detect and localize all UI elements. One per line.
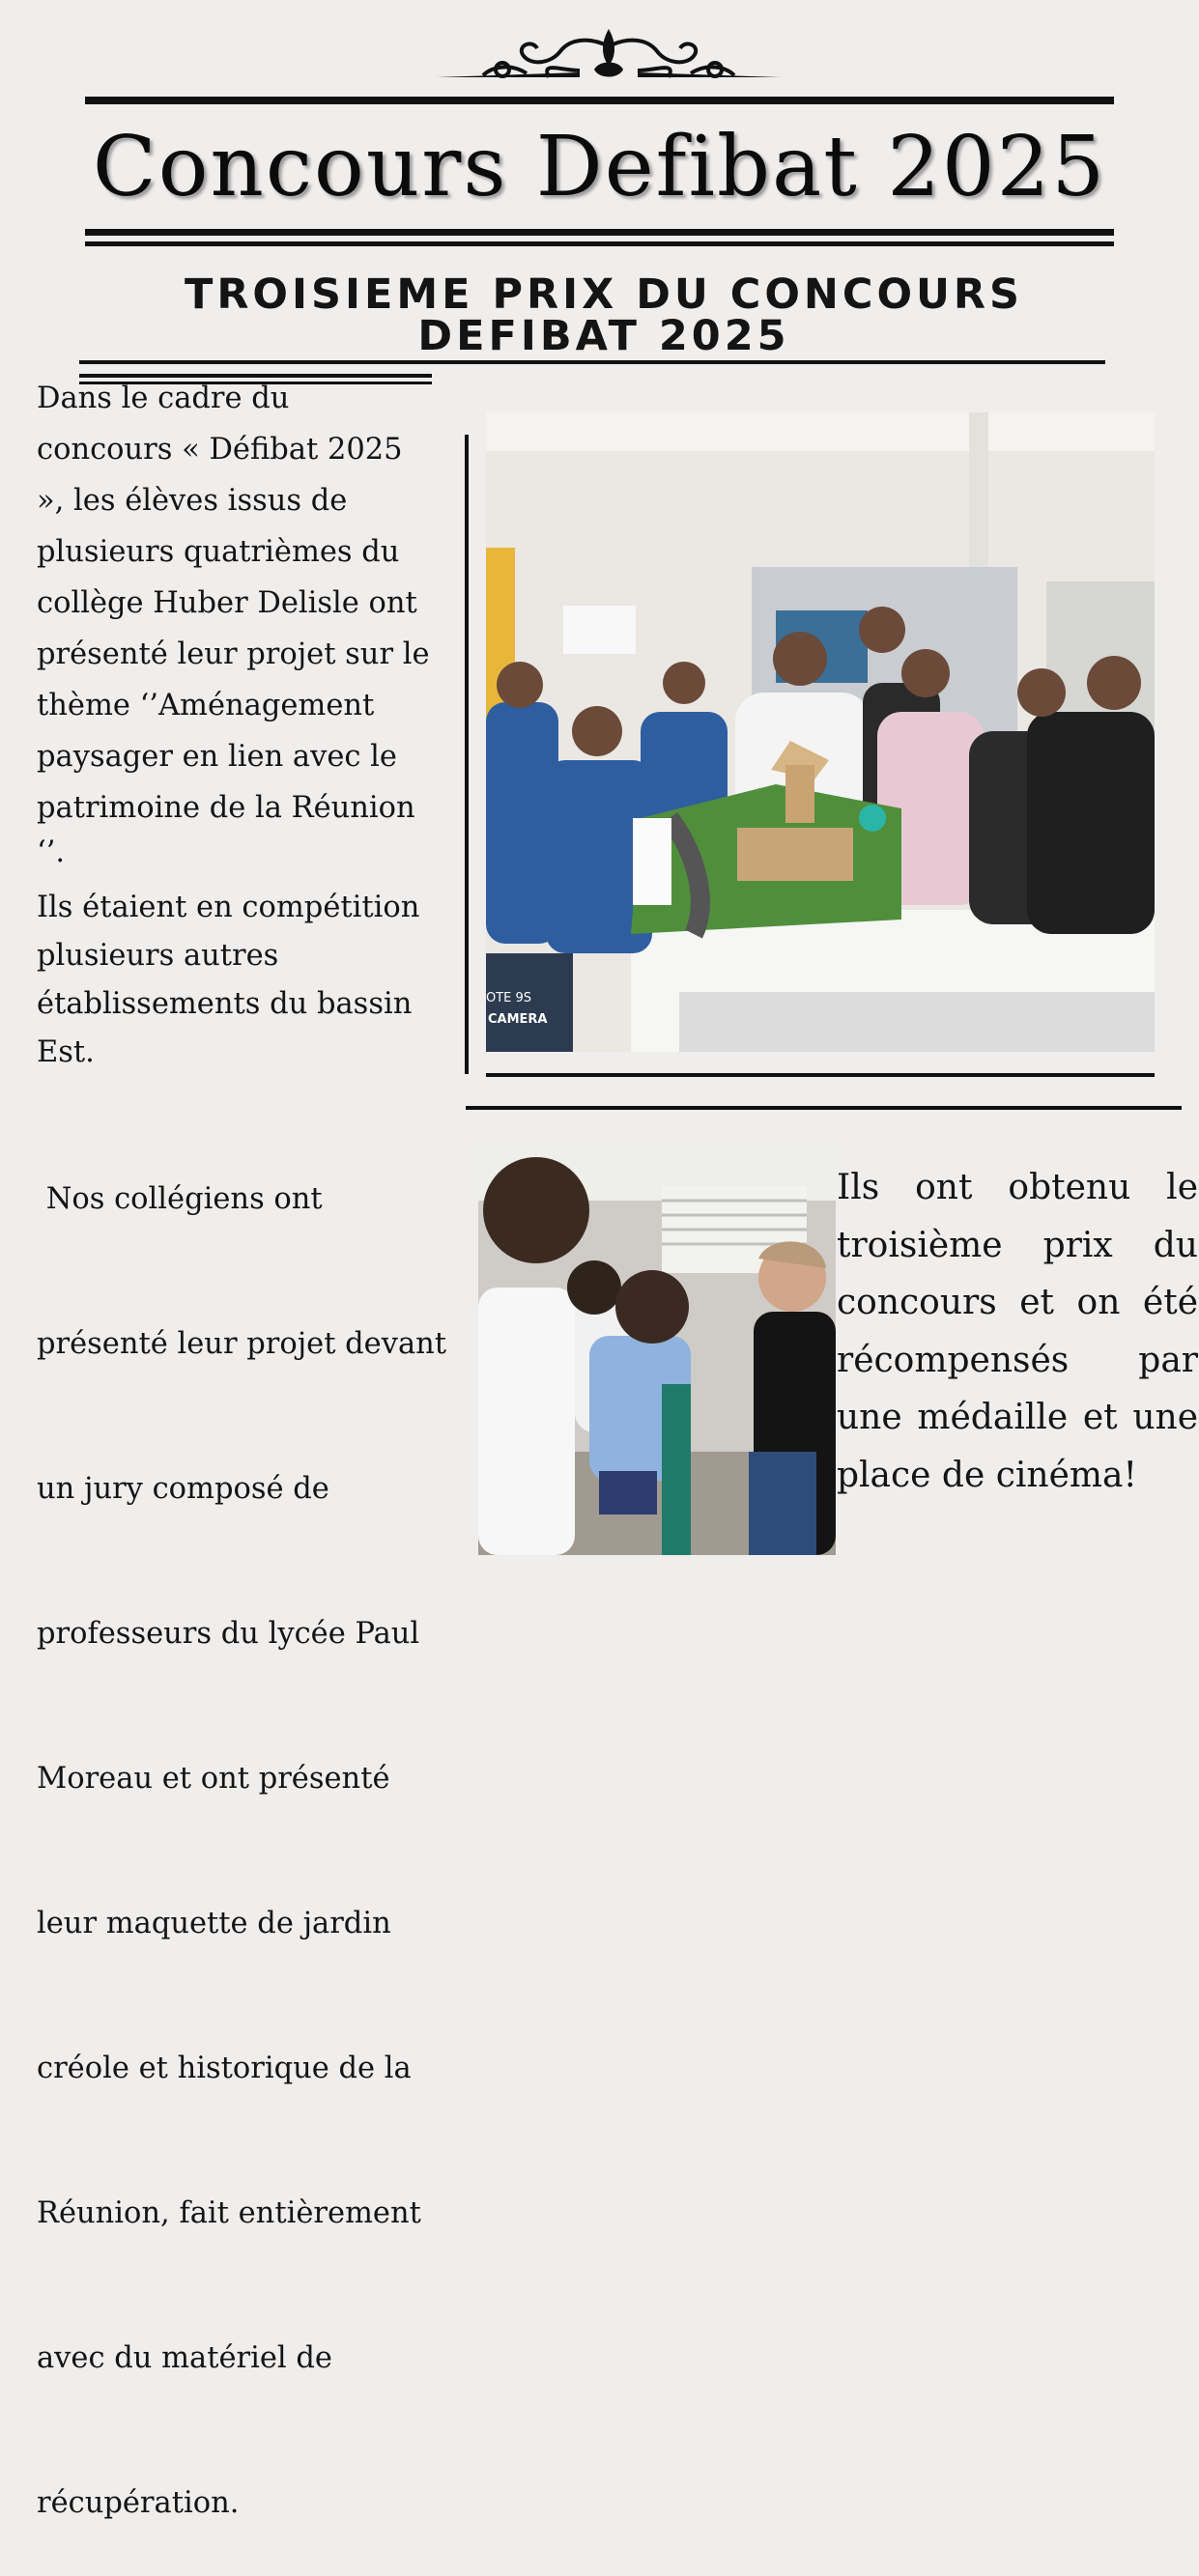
- text-line: plusieurs quatrièmes du: [37, 535, 400, 569]
- text-line: leur maquette de jardin: [37, 1907, 391, 1940]
- text-line: concours « Défibat 2025: [37, 433, 403, 467]
- text-line: Est.: [37, 1035, 95, 1069]
- subtitle: TROISIEME PRIX DU CONCOURS DEFIBAT 2025: [184, 270, 1023, 360]
- text-line: », les élèves issus de: [37, 484, 348, 518]
- text-line: plusieurs autres: [37, 939, 279, 973]
- title-rule-thin: [85, 241, 1114, 246]
- text-line: Moreau et ont présenté: [37, 1762, 390, 1796]
- text-line: Nos collégiens ont: [37, 1182, 323, 1216]
- text-line: ‘’.: [37, 835, 66, 869]
- photo-watermark-1: OTE 9S: [486, 991, 532, 1005]
- text-line: établissements du bassin: [37, 987, 413, 1021]
- text-line: Dans le cadre du: [37, 382, 290, 415]
- competition-paragraph: [37, 884, 467, 1077]
- page-title: Concours Defibat 2025: [92, 119, 1107, 215]
- photo1-underline: [486, 1073, 1155, 1077]
- ornament-flourish: [435, 27, 783, 87]
- text-line: collège Huber Delisle ont: [37, 586, 417, 620]
- text-line: paysager en lien avec le: [37, 740, 397, 774]
- medal-photo: [478, 1143, 836, 1555]
- group-photo: [486, 412, 1155, 1052]
- text-line: créole et historique de la: [37, 2052, 412, 2085]
- text-line: avec du matériel de: [37, 2341, 332, 2375]
- text-line: un jury composé de: [37, 1472, 329, 1506]
- subtitle-rule: [79, 360, 1105, 364]
- group-photo-scene: [486, 412, 1155, 1052]
- text-line: présenté leur projet devant: [37, 1327, 447, 1361]
- section-rule: [466, 1106, 1182, 1110]
- text-line: présenté leur projet sur le: [37, 637, 430, 671]
- text-line: Réunion, fait entièrement: [37, 2196, 421, 2230]
- result-paragraph: Ils ont obtenu le troisième prix du concours et on été récompensés par une médaille et une place de cinéma!: [837, 1168, 1198, 1495]
- intro-paragraph: [37, 373, 467, 872]
- column-divider: [465, 435, 469, 1074]
- text-line: patrimoine de la Réunion: [37, 791, 415, 825]
- text-line: professeurs du lycée Paul: [37, 1617, 420, 1651]
- top-rule: [85, 97, 1114, 104]
- text-line: Ils étaient en compétition: [37, 891, 420, 924]
- medal-photo-scene: [478, 1143, 836, 1555]
- text-line: récupération.: [37, 2486, 240, 2520]
- text-line: thème ‘’Aménagement: [37, 689, 375, 722]
- photo-watermark-2: CAMERA: [488, 1012, 548, 1027]
- title-rule-thick: [85, 229, 1114, 236]
- jury-paragraph: [37, 1079, 481, 2576]
